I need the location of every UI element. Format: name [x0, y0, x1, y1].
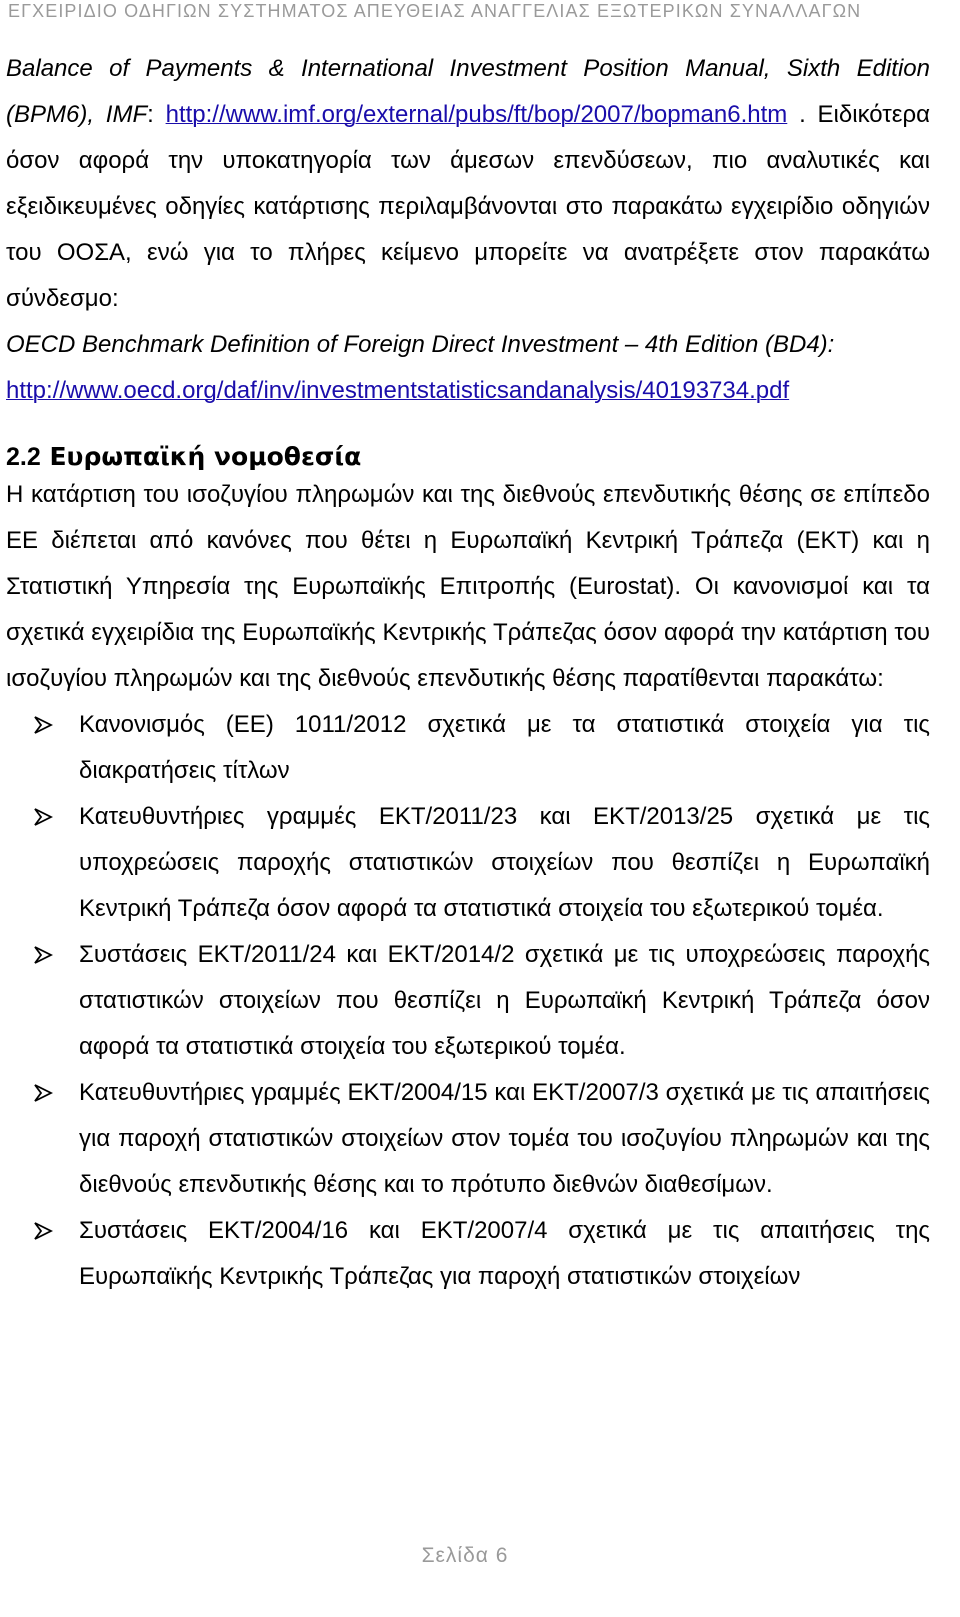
arrow-bullet-icon	[33, 1221, 53, 1241]
arrow-bullet-icon	[33, 1083, 53, 1103]
arrow-bullet-icon	[33, 945, 53, 965]
page-content	[6, 46, 930, 1300]
colon-separator: :	[147, 101, 166, 128]
bpm6-reference: Balance of Payments & International Investment Position Manual, Sixth Edition (BPM6), IMF	[6, 55, 930, 128]
bd4-reference: OECD Benchmark Definition of Foreign Direct Investment – 4th Edition (BD4):	[6, 331, 835, 358]
imf-reference-paragraph	[6, 46, 930, 322]
list-item	[6, 702, 930, 794]
list-item-text: Κανονισμός (ΕΕ) 1011/2012 σχετικά με τα στατιστικά στοιχεία για τις διακρατήσεις τίτλων	[79, 711, 930, 784]
list-item	[6, 932, 930, 1070]
regulations-list	[6, 702, 930, 1300]
fdi-guidance-text: Ειδικότερα όσον αφορά την υποκατηγορία των άμεσων επενδύσεων, πιο αναλυτικές και εξειδικευμένες οδηγίες κατάρτισης περιλαμβάνονται στο παρακάτω εγχειρίδιο οδηγιών του ΟΟΣΑ, ενώ για το πλήρες κείμενο μπορείτε να ανατρέξετε στον παρακάτω σύνδεσμο:	[6, 101, 930, 312]
bd4-link-paragraph	[6, 368, 930, 414]
page-header: ΕΓΧΕΙΡΙΔΙΟ ΟΔΗΓΙΩΝ ΣΥΣΤΗΜΑΤΟΣ ΑΠΕΥΘΕΙΑΣ ΑΝΑΓΓΕΛΙΑΣ ΕΞΩΤΕΡΙΚΩΝ ΣΥΝΑΛΛΑΓΩΝ	[8, 1, 862, 21]
list-item	[6, 794, 930, 932]
section-heading	[6, 442, 930, 472]
arrow-bullet-icon	[33, 715, 53, 735]
list-item	[6, 1070, 930, 1208]
bpm6-link[interactable]: http://www.imf.org/external/pubs/ft/bop/2007/bopman6.htm	[165, 101, 788, 128]
section-number: 2.2	[6, 443, 41, 471]
list-item-text: Κατευθυντήριες γραμμές ΕΚΤ/2011/23 και ΕΚΤ/2013/25 σχετικά με τις υποχρεώσεις παροχής στατιστικών στοιχείων που θεσπίζει η Ευρωπαϊκή Κεντρική Τράπεζα όσον αφορά τα στατιστικά στοιχεία του εξωτερικού τομέα.	[79, 803, 930, 922]
list-item	[6, 1208, 930, 1300]
list-item-text: Κατευθυντήριες γραμμές ΕΚΤ/2004/15 και ΕΚΤ/2007/3 σχετικά με τις απαιτήσεις για παροχή στατιστικών στοιχείων στον τομέα του ισοζυγίου πληρωμών και της διεθνούς επενδυτικής θέσης και το πρότυπο διεθνών διαθεσίμων.	[79, 1079, 930, 1198]
list-item-text: Συστάσεις ΕΚΤ/2011/24 και ΕΚΤ/2014/2 σχετικά με τις υποχρεώσεις παροχής στατιστικών στοιχείων που θεσπίζει η Ευρωπαϊκή Κεντρική Τράπεζα όσον αφορά τα στατιστικά στοιχεία του εξωτερικού τομέα.	[79, 941, 930, 1060]
bd4-link[interactable]: http://www.oecd.org/daf/inv/investmentstatisticsandanalysis/40193734.pdf	[6, 377, 790, 404]
section-title: Ευρωπαϊκή νομοθεσία	[49, 442, 362, 471]
section-body: Η κατάρτιση του ισοζυγίου πληρωμών και της διεθνούς επενδυτικής θέσης σε επίπεδο ΕΕ διέπεται από κανόνες που θέτει η Ευρωπαϊκή Κεντρική Τράπεζα (ΕΚΤ) και η Στατιστική Υπηρεσία της Ευρωπαϊκής Επιτροπής (Eurostat). Οι κανονισμοί και τα σχετικά εγχειρίδια της Ευρωπαϊκής Κεντρικής Τράπεζας όσον αφορά την κατάρτιση του ισοζυγίου πληρωμών και της διεθνούς επενδυτικής θέσης παρατίθενται παρακάτω:	[6, 481, 930, 692]
period-separator: .	[787, 101, 818, 128]
arrow-bullet-icon	[33, 807, 53, 827]
list-item-text: Συστάσεις ΕΚΤ/2004/16 και ΕΚΤ/2007/4 σχετικά με τις απαιτήσεις της Ευρωπαϊκής Κεντρικής Τράπεζας για παροχή στατιστικών στοιχείων	[79, 1217, 930, 1290]
page-number: Σελίδα 6	[421, 1544, 509, 1567]
